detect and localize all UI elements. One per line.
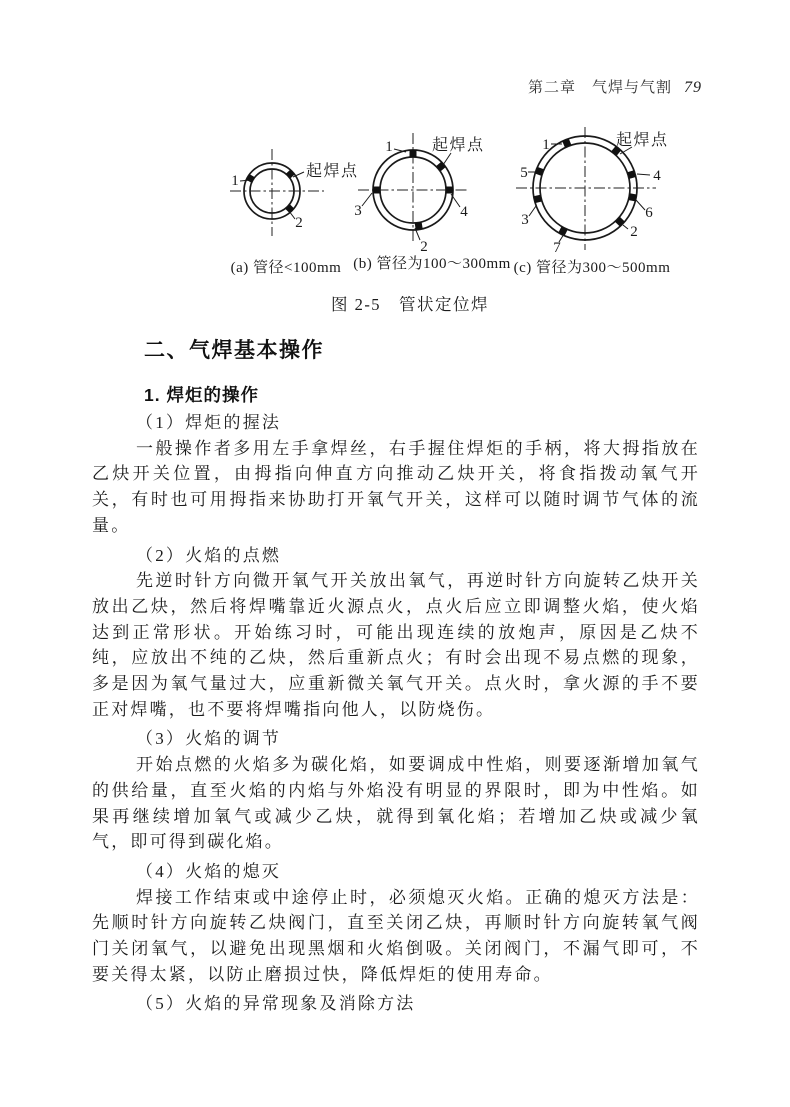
running-header: [528, 76, 702, 97]
section-title: 二、气焊基本操作: [144, 339, 324, 362]
list-item-3-heading: （3）火焰的调节: [136, 729, 282, 749]
tack-weld-mark: [410, 150, 417, 157]
tack-label-7: 7: [553, 240, 561, 256]
tack-label-2: 2: [420, 239, 428, 255]
figure-caption: 图 2-5 管状定位焊: [330, 295, 490, 314]
tack-label-1: 1: [385, 139, 393, 155]
list-item-4-heading: （4）火焰的熄灭: [136, 861, 282, 881]
diagram-c-caption: (c) 管径为300～500mm: [513, 260, 671, 276]
tack-weld-mark: [246, 174, 255, 183]
tack-weld-mark: [373, 187, 380, 194]
page-number: 79: [684, 79, 702, 96]
weld-start-label: 起焊点: [306, 163, 359, 180]
tack-label-3: 3: [521, 212, 529, 228]
chapter-label: 第二章: [527, 79, 576, 96]
paragraph-flame-adjustment: 开始点燃的火焰多为碳化焰，如要调成中性焰，则要逐渐增加氧气的供给量，直至火焰的内焰与外焰没有明显的界限时，即为中性焰。如果再继续增加氧气或减少乙炔，就得到氧化焰；若增加乙炔或减少氧气，即可得到碳化焰。: [92, 755, 700, 852]
tack-label-5: 5: [520, 165, 528, 181]
tack-label-4: 4: [460, 204, 468, 220]
tack-label-2: 2: [630, 224, 638, 240]
paragraph-flame-extinguish: 焊接工作结束或中途停止时，必须熄灭火焰。正确的熄灭方法是：先顺时针方向旋转乙炔阀门，直至关闭乙炔，再顺时针方向旋转氧气阀门关闭氧气，以避免出现黑烟和火焰倒吸。关闭阀门，不漏气即可，不要关得太紧，以防止磨损过快，降低焊炬的使用寿命。: [92, 887, 700, 984]
tack-label-6: 6: [645, 205, 653, 221]
tack-label-2: 2: [295, 215, 303, 231]
tack-weld-mark: [558, 226, 567, 235]
tack-weld-mark: [446, 187, 453, 194]
list-item-5-heading: （5）火焰的异常现象及消除方法: [136, 994, 416, 1014]
weld-start-label: 起焊点: [616, 132, 669, 149]
pipe-diagram-a: [230, 149, 359, 236]
chapter-title: 气焊与气割: [591, 79, 672, 96]
paragraph-torch-grip: 一般操作者多用左手拿焊丝，右手握住焊炬的手柄，将大拇指放在乙炔开关位置，由拇指向伸直方向推动乙炔开关，将食指拨动氧气开关，有时也可用拇指来协助打开氧气开关，这样可以随时调节气体的流量。: [92, 438, 700, 535]
pipe-diagram-c: [516, 127, 669, 256]
tack-label-3: 3: [354, 203, 362, 219]
tack-label-1: 1: [231, 173, 239, 189]
weld-start-label: 起焊点: [432, 137, 485, 154]
pipe-diagram-b: [354, 133, 484, 255]
diagram-b-caption: (b) 管径为100～300mm: [353, 256, 511, 272]
tack-weld-mark: [415, 222, 423, 230]
list-item-1-heading: （1）焊炬的握法: [136, 413, 282, 432]
list-item-2-heading: （2）火焰的点燃: [136, 545, 282, 565]
diagram-a-caption: (a) 管径<100mm: [230, 260, 342, 276]
subsection-title: 1. 焊炬的操作: [144, 385, 259, 405]
tack-weld-mark: [628, 193, 636, 201]
paragraph-flame-ignition: 先逆时针方向微开氧气开关放出氧气，再逆时针方向旋转乙炔开关放出乙炔，然后将焊嘴靠近火源点火，点火后应立即调整火焰，使火焰达到正常形状。开始练习时，可能出现连续的放炮声，原因是乙炔不纯，应放出不纯的乙炔，然后重新点火；有时会出现不易点燃的现象，多是因为氧气量过大，应重新微关氧气开关。点火时，拿火源的手不要正对焊嘴，也不要将焊嘴指向他人，以防烧伤。: [92, 571, 700, 719]
tack-label-1: 1: [542, 137, 550, 153]
tack-label-4: 4: [653, 168, 661, 184]
body-content: [92, 337, 700, 1017]
